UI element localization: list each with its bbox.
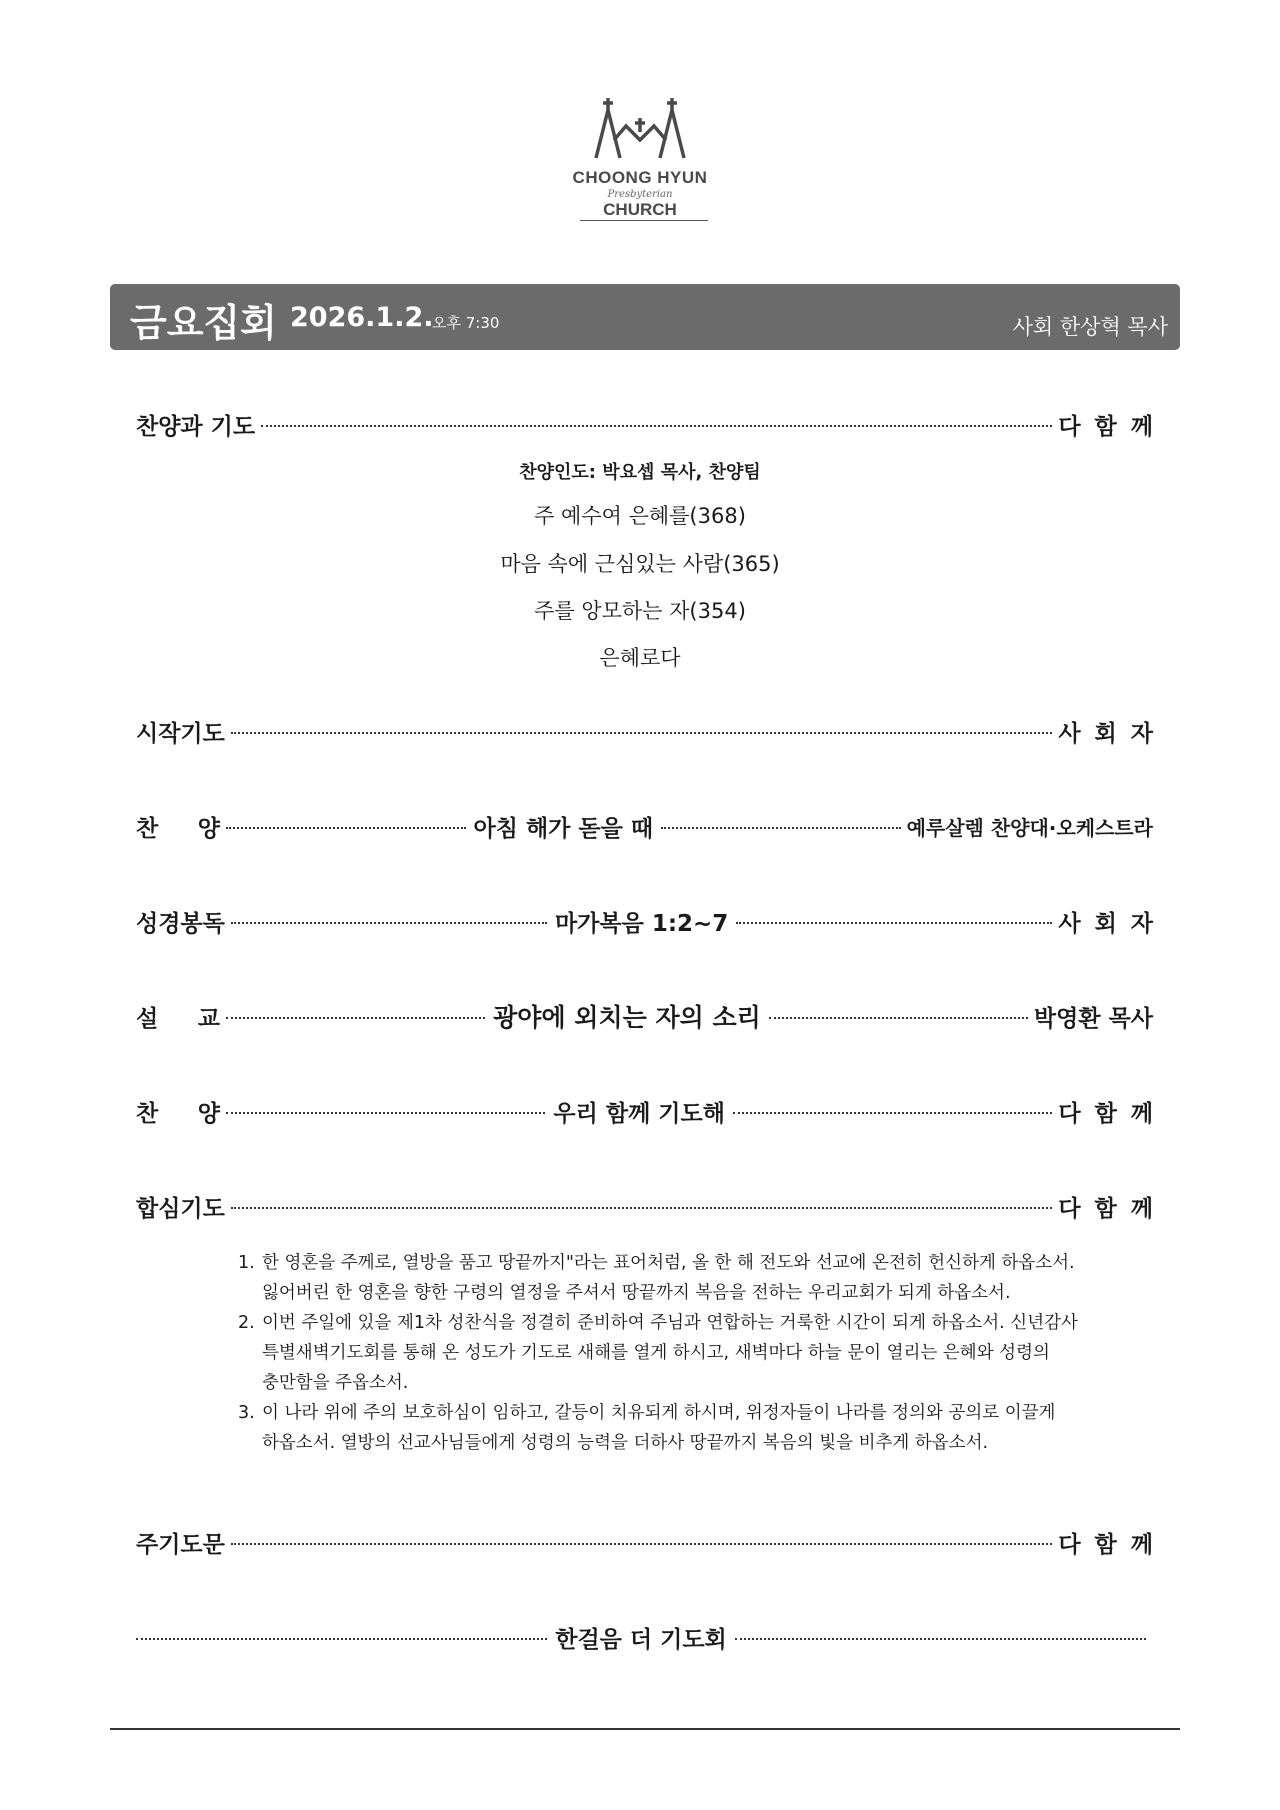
service-presider: 사회 한상혁 목사 bbox=[1012, 315, 1168, 339]
song-item: 은혜로다 bbox=[599, 646, 681, 670]
order-right: 다함께 bbox=[1058, 1531, 1167, 1558]
prayer-number: 2. bbox=[238, 1313, 255, 1333]
order-row-hymn bbox=[136, 1093, 1168, 1129]
leader-dots bbox=[136, 1638, 547, 1640]
prayer-item bbox=[238, 1398, 1098, 1458]
order-label bbox=[136, 1095, 220, 1128]
order-right: 다함께 bbox=[1058, 1100, 1168, 1127]
order-right: 박영환 목사 bbox=[1033, 1005, 1154, 1032]
order-middle: 아침 해가 돋을 때 bbox=[473, 815, 654, 842]
logo-name: CHOONG HYUN bbox=[572, 168, 708, 187]
order-label: 주기도문 bbox=[136, 1531, 225, 1558]
leader-dots bbox=[769, 1017, 1028, 1019]
order-label: 시작기도 bbox=[136, 720, 225, 747]
order-label-part: 찬 bbox=[136, 815, 159, 842]
church-spires-icon bbox=[592, 96, 688, 162]
leader-dots bbox=[736, 922, 1052, 924]
order-label-part: 찬 bbox=[136, 1100, 159, 1127]
song-item: 주를 앙모하는 자(354) bbox=[534, 599, 746, 623]
order-label bbox=[136, 1000, 220, 1033]
prayer-number: 1. bbox=[238, 1253, 255, 1273]
service-title: 금요집회 bbox=[130, 301, 277, 345]
prayer-item bbox=[238, 1308, 1098, 1398]
order-right: 다함께 bbox=[1058, 413, 1167, 440]
leader-dots bbox=[226, 1112, 545, 1114]
order-row-united-prayer bbox=[136, 1188, 1167, 1224]
order-row-lords-prayer bbox=[136, 1524, 1167, 1560]
logo-denomination: Presbyterian bbox=[607, 189, 673, 200]
prayer-line: 한 영혼을 주께로, 열방을 품고 땅끝까지"라는 표어처럼, 올 한 해 전도와 선교에 온전히 헌신하게 하옵소서. bbox=[262, 1253, 1075, 1273]
order-right: 다함께 bbox=[1058, 1195, 1167, 1222]
order-label: 찬양과 기도 bbox=[136, 413, 256, 440]
order-row-sermon bbox=[136, 998, 1153, 1034]
order-middle: 마가복음 1:2~7 bbox=[554, 910, 729, 937]
leader-dots bbox=[733, 1112, 1052, 1114]
order-middle: 우리 함께 기도해 bbox=[553, 1100, 725, 1127]
service-time: 오후 7:30 bbox=[432, 314, 500, 332]
order-middle: 한걸음 더 기도회 bbox=[555, 1626, 727, 1653]
prayer-line: 특별새벽기도회를 통해 온 성도가 기도로 새해를 열게 하시고, 새벽마다 하늘 문이 열리는 은혜와 성령의 bbox=[262, 1343, 1050, 1363]
order-label-part: 양 bbox=[197, 815, 220, 842]
prayer-line: 하옵소서. 열방의 선교사님들에게 성령의 능력을 더하사 땅끝까지 복음의 빛을 비추게 하옵소서. bbox=[262, 1433, 989, 1453]
order-right: 사회자 bbox=[1058, 720, 1167, 747]
prayer-item bbox=[238, 1248, 1098, 1308]
leader-dots bbox=[231, 1543, 1052, 1545]
leader-dots bbox=[231, 922, 547, 924]
song-item: 마음 속에 근심있는 사람(365) bbox=[500, 552, 780, 576]
order-label-part: 설 bbox=[136, 1005, 159, 1032]
leader-dots bbox=[261, 425, 1052, 427]
prayer-line: 이 나라 위에 주의 보호하심이 임하고, 갈등이 치유되게 하시며, 위정자들이 나라를 정의와 공의로 이끌게 bbox=[262, 1403, 1056, 1423]
logo-church: CHURCH bbox=[603, 200, 677, 219]
service-date: 2026.1.2. bbox=[290, 302, 434, 333]
leader-dots bbox=[226, 1017, 485, 1019]
order-label: 합심기도 bbox=[136, 1195, 225, 1222]
order-row-extra-prayer bbox=[136, 1619, 1146, 1655]
service-header bbox=[110, 284, 1180, 350]
order-right: 사회자 bbox=[1058, 910, 1168, 937]
order-row-praise-prayer bbox=[136, 406, 1167, 442]
order-right: 예루살렘 찬양대·오케스트라 bbox=[906, 815, 1153, 840]
bottom-divider bbox=[110, 1728, 1180, 1730]
prayer-line: 이번 주일에 있을 제1차 성찬식을 정결히 준비하여 주님과 연합하는 거룩한 시간이 되게 하옵소서. 신년감사 bbox=[262, 1313, 1078, 1333]
order-row-opening-prayer bbox=[136, 713, 1167, 749]
leader-dots bbox=[231, 1207, 1052, 1209]
prayer-line: 충만함을 주옵소서. bbox=[262, 1373, 409, 1393]
leader-dots bbox=[231, 732, 1052, 734]
leader-dots bbox=[661, 827, 901, 829]
church-logo bbox=[572, 96, 708, 224]
prayer-list bbox=[238, 1248, 1098, 1458]
order-label bbox=[136, 810, 220, 843]
leader-dots bbox=[226, 827, 466, 829]
order-row-scripture bbox=[136, 903, 1168, 939]
sermon-title: 광야에 외치는 자의 소리 bbox=[493, 1003, 761, 1032]
song-item: 주 예수여 은혜를(368) bbox=[534, 504, 746, 528]
leader-dots bbox=[735, 1638, 1146, 1640]
order-row-choir-hymn bbox=[136, 808, 1153, 844]
prayer-number: 3. bbox=[238, 1403, 255, 1423]
order-label-part: 교 bbox=[197, 1005, 220, 1032]
order-label: 성경봉독 bbox=[136, 910, 225, 937]
worship-leaders: 찬양인도: 박요셉 목사, 찬양팀 bbox=[519, 462, 761, 483]
logo-rule bbox=[580, 220, 708, 221]
order-label-part: 양 bbox=[197, 1100, 220, 1127]
prayer-line: 잃어버린 한 영혼을 향한 구령의 열정을 주셔서 땅끝까지 복음을 전하는 우리교회가 되게 하옵소서. bbox=[262, 1283, 1011, 1303]
